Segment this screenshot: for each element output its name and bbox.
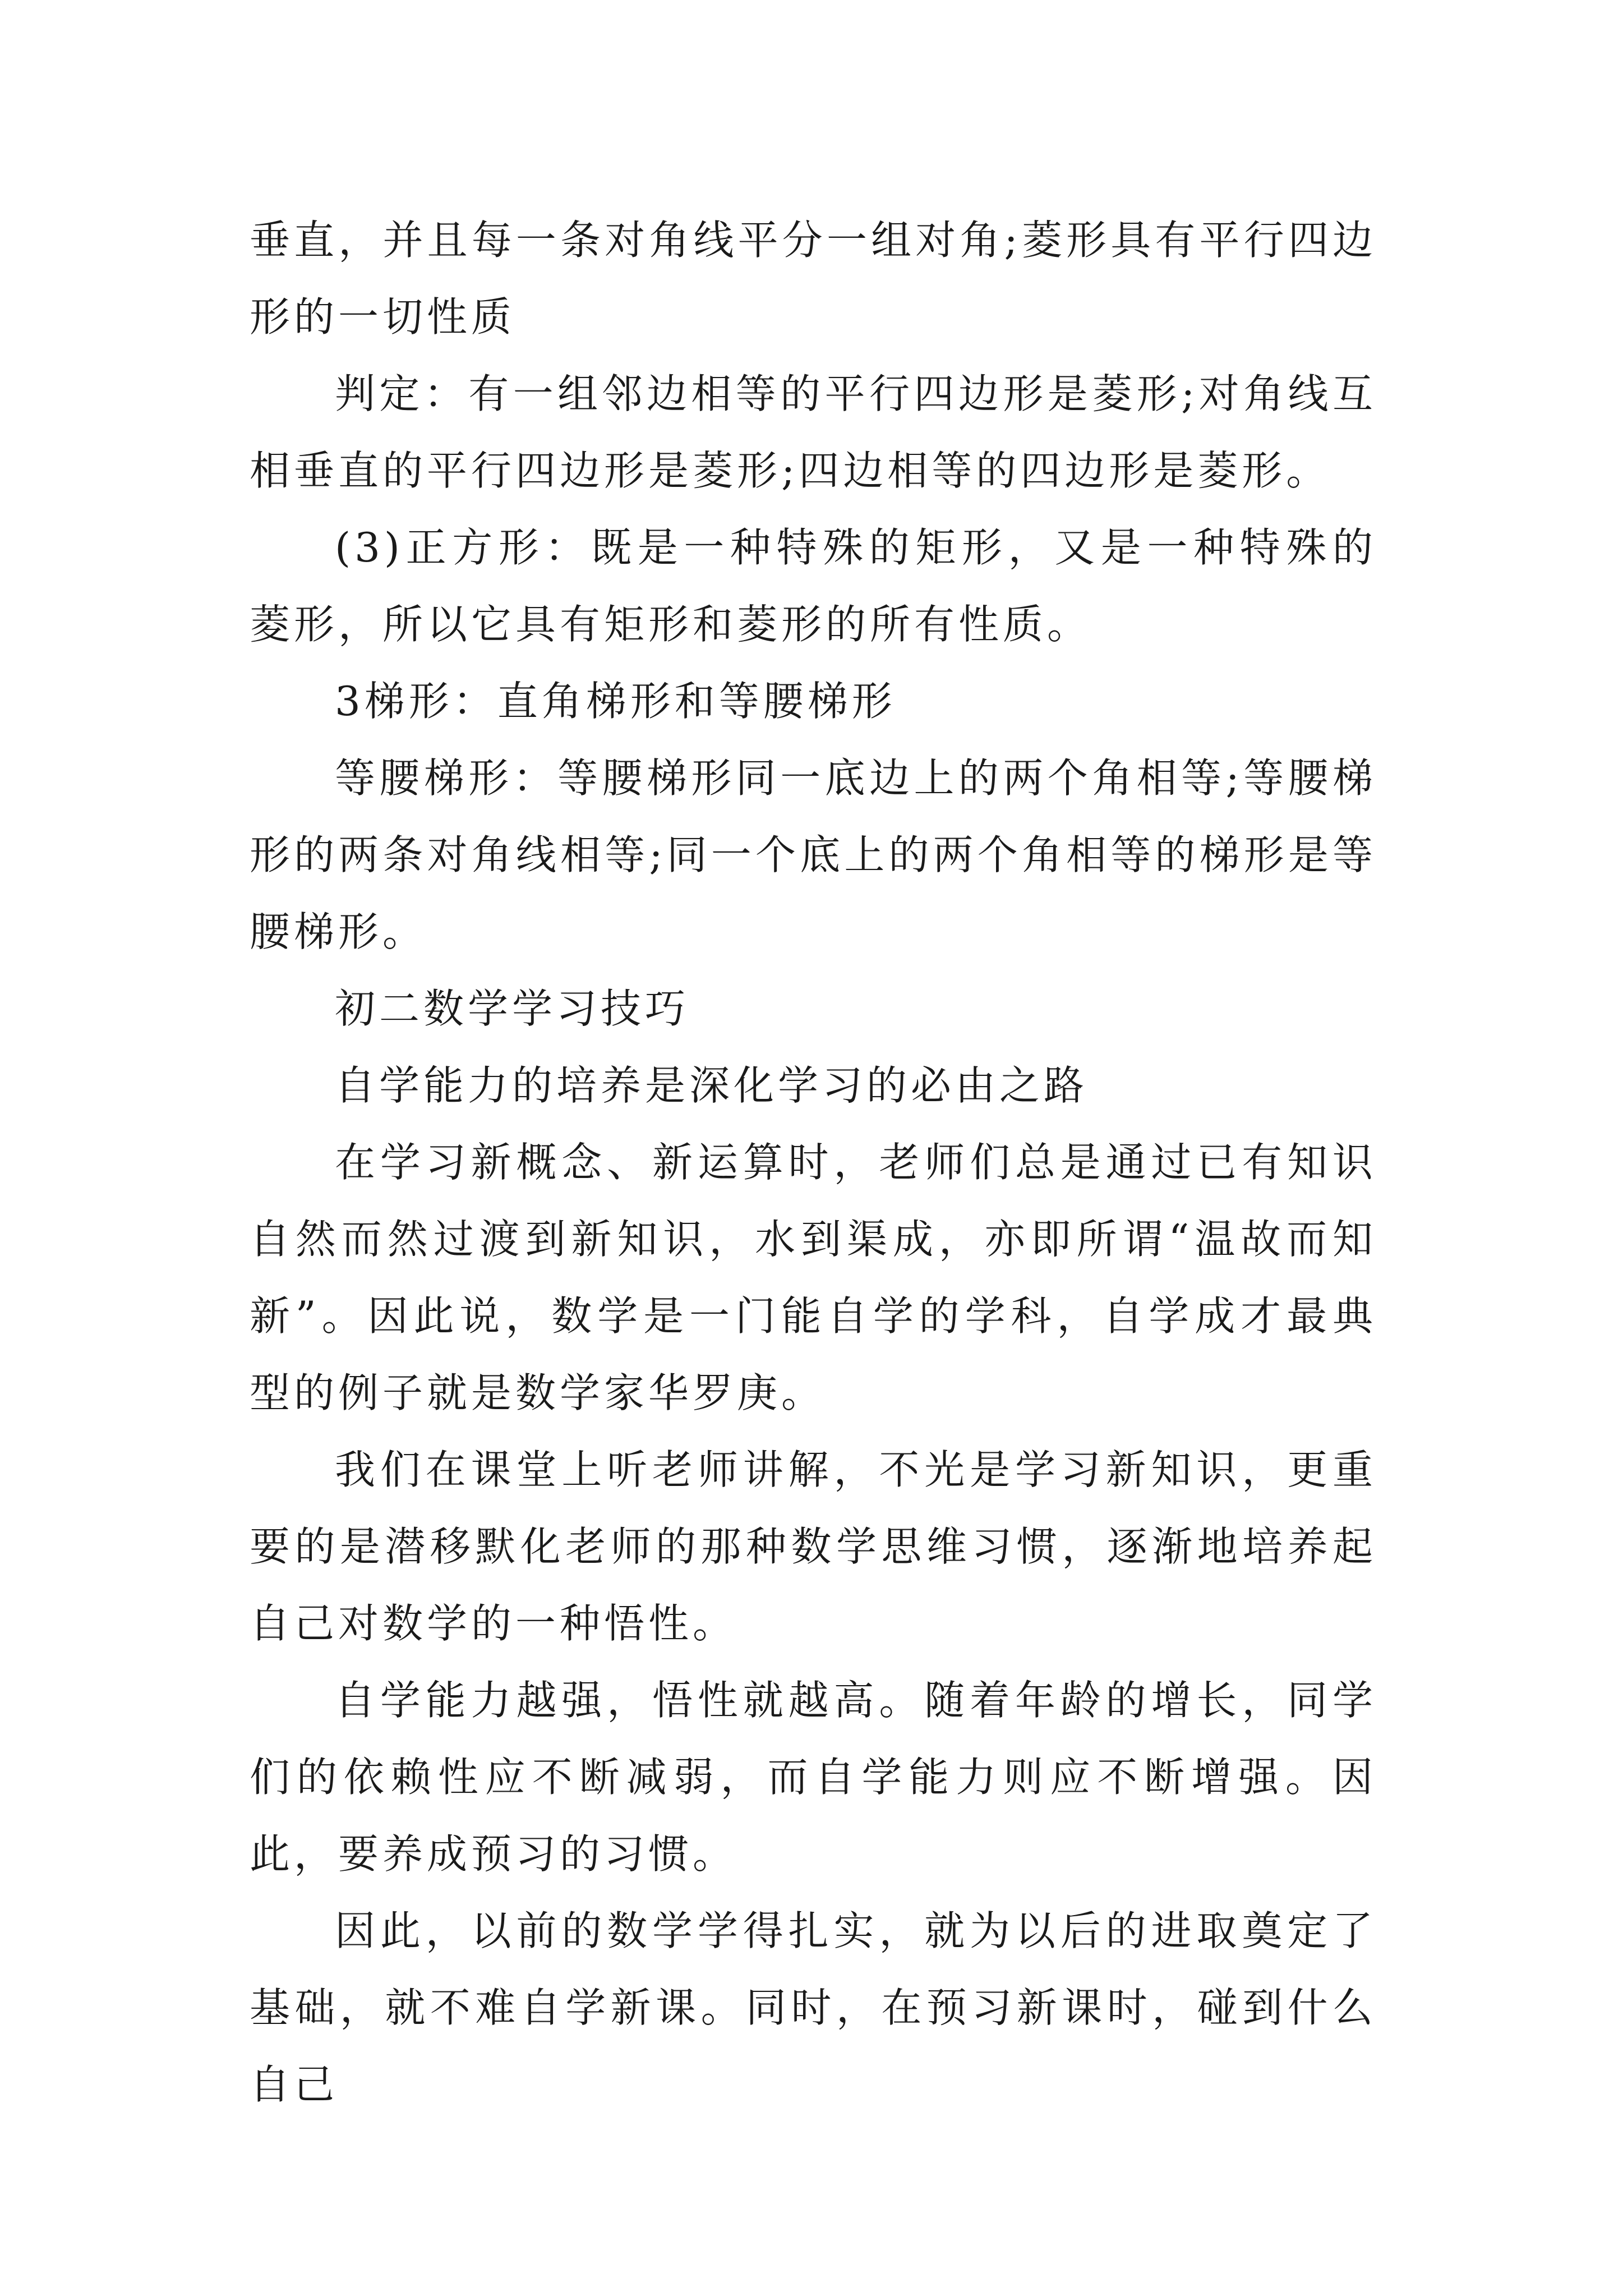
subsection-title-self-study: 自学能力的培养是深化学习的必由之路 — [335, 1062, 1089, 1109]
paragraph-new-concepts: 在学习新概念、新运算时，老师们总是通过已有知识自然而然过渡到新知识，水到渠成，亦即所谓“温故而知新”。因此说，数学是一门能自学的学科，自学成才最典型的例子就是数学家华罗庚。 — [250, 1139, 1377, 1416]
paragraph-square: (3)正方形：既是一种特殊的矩形，又是一种特殊的菱形，所以它具有矩形和菱形的所有性质。 — [250, 524, 1377, 648]
paragraph-trapezoid-heading: 3梯形：直角梯形和等腰梯形 — [335, 678, 896, 725]
document-body — [250, 202, 1377, 2123]
section-title-study-tips: 初二数学学习技巧 — [335, 985, 690, 1032]
paragraph-foundation: 因此，以前的数学学得扎实，就为以后的进取奠定了基础，就不难自学新课。同时，在预习新课时，碰到什么自己 — [250, 1907, 1377, 2108]
paragraph-classroom: 我们在课堂上听老师讲解，不光是学习新知识，更重要的是潜移默化老师的那种数学思维习惯，逐渐地培养起自己对数学的一种悟性。 — [250, 1446, 1377, 1647]
paragraph-self-study-ability: 自学能力越强，悟性就越高。随着年龄的增长，同学们的依赖性应不断减弱，而自学能力则应不断增强。因此，要养成预习的习惯。 — [250, 1677, 1377, 1878]
paragraph-isosceles-trapezoid: 等腰梯形：等腰梯形同一底边上的两个角相等;等腰梯形的两条对角线相等;同一个底上的两个角相等的梯形是等腰梯形。 — [250, 754, 1377, 955]
paragraph-rhombus-criteria: 判定：有一组邻边相等的平行四边形是菱形;对角线互相垂直的平行四边形是菱形;四边相等的四边形是菱形。 — [250, 370, 1377, 494]
paragraph-rhombus-properties: 垂直，并且每一条对角线平分一组对角;菱形具有平行四边形的一切性质 — [250, 217, 1377, 341]
